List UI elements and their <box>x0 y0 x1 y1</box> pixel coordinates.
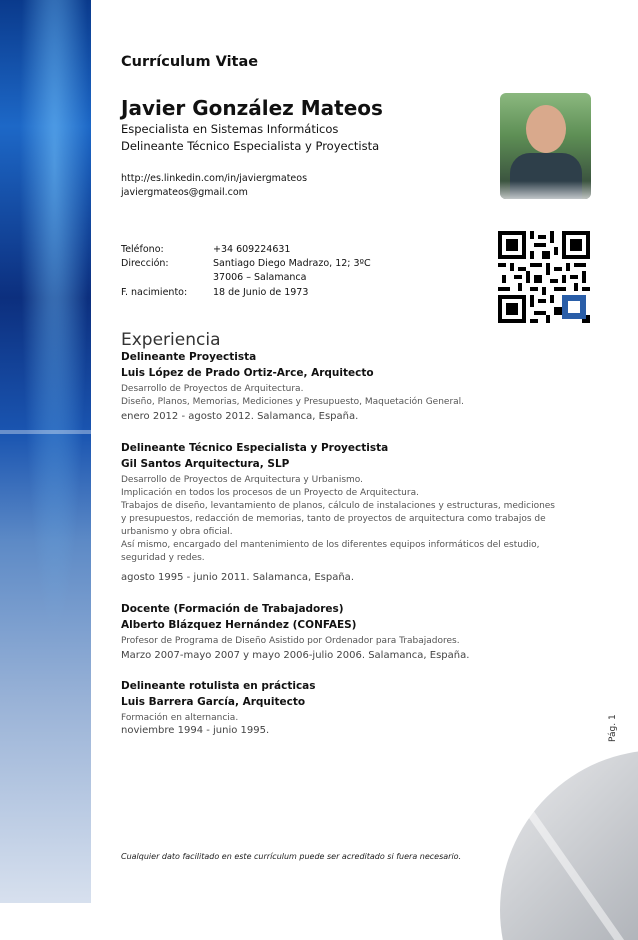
contact-label-birth: F. nacimiento: <box>121 287 188 298</box>
subtitle-line-1: Especialista en Sistemas Informáticos <box>121 122 339 136</box>
job-company: Luis López de Prado Ortiz-Arce, Arquitecto <box>121 367 374 379</box>
document-title: Currículum Vitae <box>121 54 259 70</box>
job-period: agosto 1995 - junio 2011. Salamanca, España. <box>121 572 354 583</box>
job-description: Formación en alternancia. <box>121 713 239 723</box>
job-company: Luis Barrera García, Arquitecto <box>121 696 306 708</box>
contact-label-phone: Teléfono: <box>121 244 164 255</box>
linkedin-link[interactable]: http://es.linkedin.com/in/javiergmateos <box>121 173 308 184</box>
job-title: Delineante Técnico Especialista y Proyectista <box>121 442 389 454</box>
contact-label-address: Dirección: <box>121 258 169 269</box>
profile-photo <box>500 93 591 199</box>
job-company: Gil Santos Arquitectura, SLP <box>121 458 290 470</box>
page-number: Pág. 1 <box>608 714 618 742</box>
qr-code-icon <box>498 231 590 323</box>
job-description: Desarrollo de Proyectos de Arquitectura y Urbanismo. Implicación en todos los procesos de un Proyecto de Arquitectura. Trabajos de diseño, levantamiento de planos, cálculo de instalaciones y estructuras, mediciones y presupuestos, redacción de memorias, tanto de proyectos de arquitectura como trabajos de urbanismo y obra oficial. Así mismo, encargado del mantenimiento de los diferentes equipos informáticos del estudio, seguridad y redes. <box>121 475 555 563</box>
contact-value-phone: +34 609224631 <box>213 244 291 255</box>
section-title-experience: Experiencia <box>121 330 221 350</box>
job-period: noviembre 1994 - junio 1995. <box>121 725 270 736</box>
job-period: Marzo 2007-mayo 2007 y mayo 2006-julio 2006. Salamanca, España. <box>121 650 470 661</box>
footer-note: Cualquier dato facilitado en este currículum puede ser acreditado si fuera necesario. <box>121 852 462 861</box>
job-description: Profesor de Programa de Diseño Asistido por Ordenador para Trabajadores. <box>121 636 460 646</box>
contact-value-birth: 18 de Junio de 1973 <box>213 287 309 298</box>
decorative-side-band <box>0 0 91 903</box>
contact-value-city: 37006 – Salamanca <box>213 272 307 283</box>
job-title: Delineante Proyectista <box>121 351 257 363</box>
email-link[interactable]: javiergmateos@gmail.com <box>121 187 248 198</box>
decorative-corner-graphic <box>500 740 638 940</box>
subtitle-line-2: Delineante Técnico Especialista y Proyectista <box>121 139 380 153</box>
job-description: Desarrollo de Proyectos de Arquitectura. Diseño, Planos, Memorias, Mediciones y Presupuesto, Maquetación General. <box>121 384 465 407</box>
candidate-name: Javier González Mateos <box>121 96 383 120</box>
job-company: Alberto Blázquez Hernández (CONFAES) <box>121 619 357 631</box>
contact-value-address: Santiago Diego Madrazo, 12; 3ºC <box>213 258 371 269</box>
job-title: Delineante rotulista en prácticas <box>121 680 316 692</box>
job-period: enero 2012 - agosto 2012. Salamanca, España. <box>121 411 359 422</box>
job-title: Docente (Formación de Trabajadores) <box>121 603 344 615</box>
